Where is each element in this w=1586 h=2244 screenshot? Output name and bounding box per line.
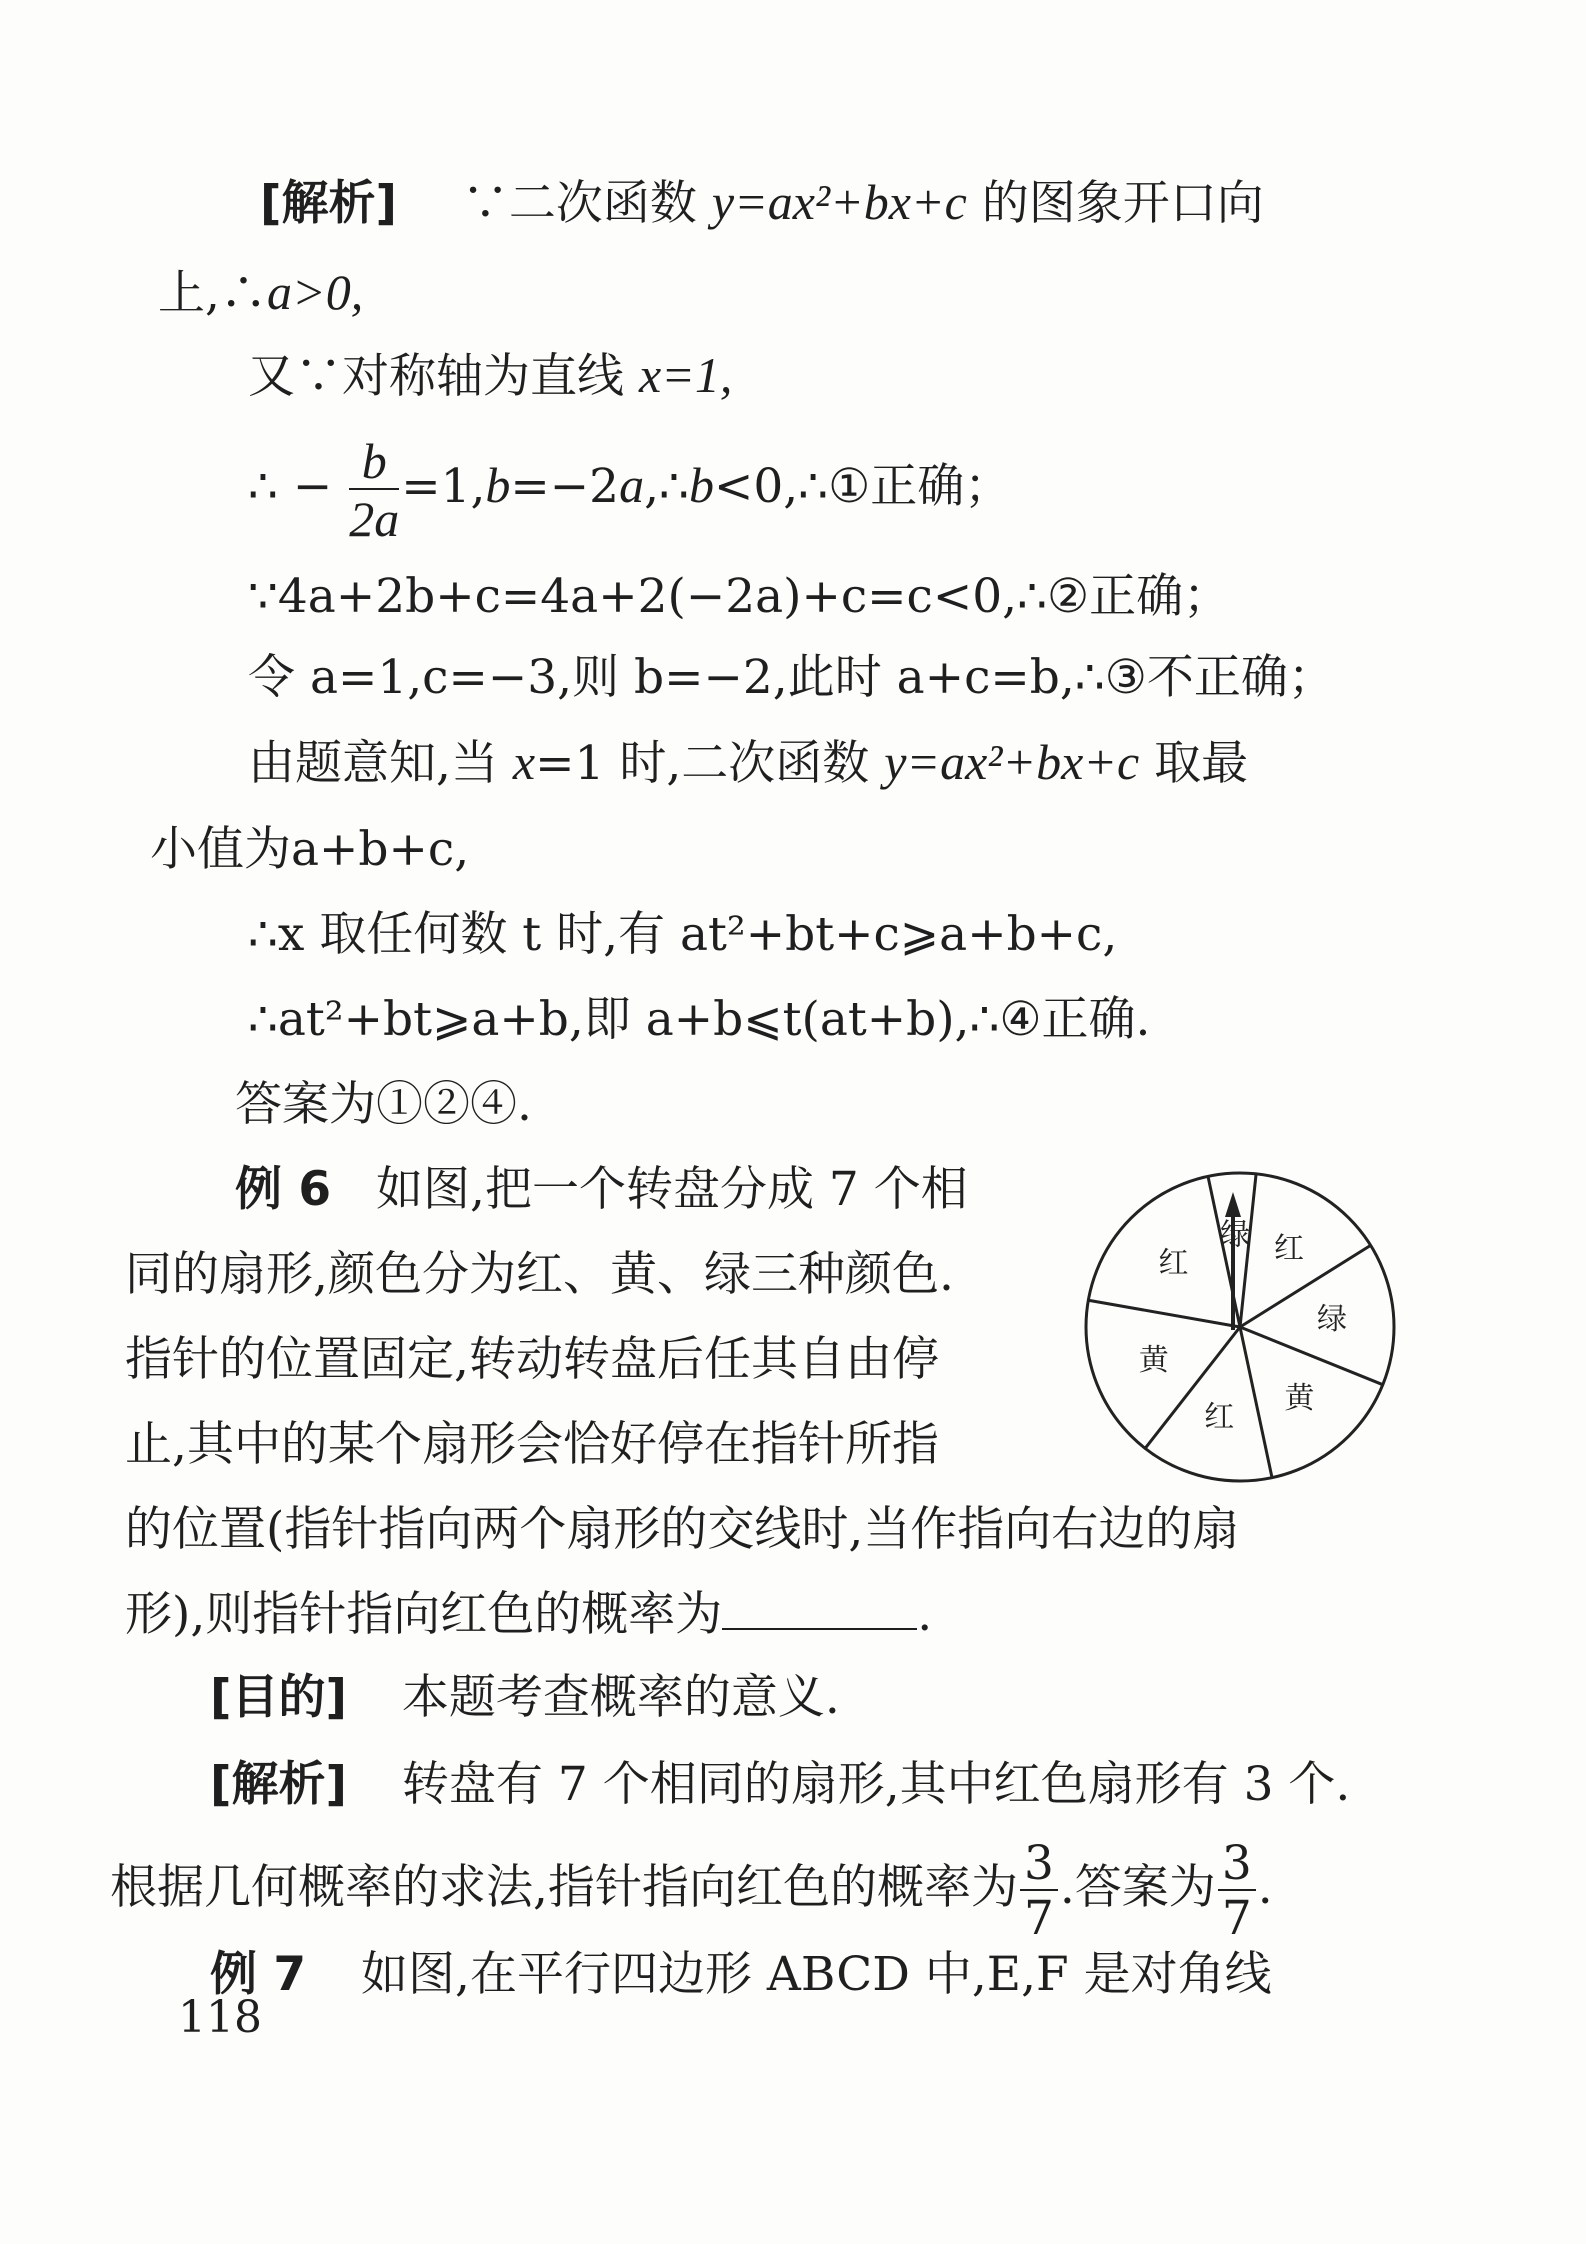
example-6-line-2: 同的扇形,颜色分为红、黄、绿三种颜色. (125, 1247, 954, 1302)
spinner-figure (1075, 1162, 1405, 1492)
analysis-line-6: 令 a=1,c=−3,则 b=−2,此时 a+c=b,∴③不正确； (248, 650, 1335, 705)
sector-label: 绿 (1220, 1217, 1251, 1253)
text: 的图象开口向 (981, 176, 1264, 231)
text: . (917, 1587, 933, 1642)
fraction-denominator: 7 (1023, 1891, 1054, 1946)
var: b (688, 457, 714, 513)
sector-divider (1088, 1300, 1240, 1327)
sector-label: 黄 (1138, 1343, 1169, 1379)
text: <0,∴①正确； (713, 459, 1012, 514)
analysis-line-9: ∴x 取任何数 t 时,有 at²+bt+c⩾a+b+c, (248, 907, 1118, 962)
text: 如图,把一个转盘分成 7 个相 (376, 1162, 968, 1217)
text: =1 时,二次函数 (535, 736, 870, 791)
example-6-label: 例 6 (235, 1162, 332, 1217)
inequality: a>0, (266, 264, 364, 320)
sector-label: 绿 (1317, 1301, 1348, 1337)
purpose-line (210, 1668, 840, 1728)
text: =1, (401, 459, 486, 514)
sector-divider (1240, 1245, 1371, 1327)
text: 如图,在平行四边形 ABCD 中,E,F 是对角线 (361, 1947, 1272, 2002)
answer-blank (722, 1588, 917, 1630)
pointer-arrowhead (1225, 1192, 1241, 1217)
text: 又∵对称轴为直线 (248, 349, 624, 404)
equation: y=ax²+bx+c (711, 174, 967, 230)
text: 取最 (1154, 736, 1249, 791)
fraction-numerator: 3 (1020, 1840, 1058, 1891)
analysis-line-4 (248, 433, 1012, 547)
analysis-tag: [解析] (260, 176, 397, 231)
text: 转盘有 7 个相同的扇形,其中红色扇形有 3 个. (401, 1757, 1351, 1812)
analysis-line-7 (248, 732, 1248, 794)
page-number: 118 (178, 1992, 262, 2043)
var: a (619, 457, 645, 513)
text: 上,∴ (158, 266, 267, 321)
sector-label: 红 (1273, 1231, 1304, 1267)
text: 根据几何概率的求法,指针指向红色的概率为 (110, 1860, 1018, 1915)
example-6-line-6 (125, 1585, 932, 1645)
example-6-line-3: 指针的位置固定,转动转盘后任其自由停 (125, 1332, 939, 1387)
equation: x=1, (638, 347, 733, 403)
text: ∵二次函数 (461, 176, 697, 231)
var: b (485, 457, 511, 513)
text: ,∴ (644, 459, 689, 514)
example-7-label: 例 7 (210, 1947, 307, 2002)
fraction-numerator: b (349, 436, 399, 490)
fraction (1020, 1836, 1058, 1946)
analysis-2-line-2 (110, 1836, 1273, 1946)
analysis-tag-2: [解析] (210, 1757, 347, 1812)
equation: y=ax²+bx+c (884, 734, 1140, 790)
text: 本题考查概率的意义. (401, 1670, 840, 1725)
example-6-line-4: 止,其中的某个扇形会恰好停在指针所指 (125, 1417, 939, 1472)
text: 由题意知,当 (248, 736, 498, 791)
purpose-tag: [目的] (210, 1670, 347, 1725)
analysis-line-10: ∴at²+bt⩾a+b,即 a+b⩽t(at+b),∴④正确. (248, 992, 1151, 1047)
example-6-line-1 (235, 1160, 968, 1220)
var: x (512, 734, 536, 790)
example-6-line-5: 的位置(指针指向两个扇形的交线时,当作指向右边的扇 (125, 1502, 1240, 1557)
sector-divider (1240, 1327, 1272, 1478)
analysis-line-1 (260, 172, 1264, 234)
text: .答案为 (1059, 1860, 1216, 1915)
analysis-line-3 (248, 345, 732, 407)
text: 形),则指针指向红色的概率为 (125, 1587, 723, 1642)
fraction-numerator: 3 (1218, 1840, 1256, 1891)
example-7-line (210, 1945, 1272, 2005)
answer-line: 答案为①②④. (235, 1077, 532, 1132)
sector-label: 红 (1204, 1400, 1235, 1436)
analysis-line-5: ∵4a+2b+c=4a+2(−2a)+c=c<0,∴②正确； (248, 569, 1231, 624)
fraction (1218, 1836, 1256, 1946)
text: . (1257, 1860, 1273, 1915)
text: =−2 (510, 459, 620, 514)
analysis-line-8: 小值为a+b+c, (150, 822, 470, 877)
analysis-line-2 (158, 262, 363, 324)
fraction-denominator: 7 (1221, 1891, 1252, 1946)
text: ∴ − (248, 459, 333, 514)
analysis-2-line-1 (210, 1755, 1350, 1815)
sector-divider (1240, 1327, 1383, 1385)
fraction (349, 433, 400, 547)
fraction-denominator: 2a (349, 491, 400, 547)
sector-label: 红 (1158, 1245, 1189, 1281)
sector-label: 黄 (1284, 1380, 1315, 1416)
